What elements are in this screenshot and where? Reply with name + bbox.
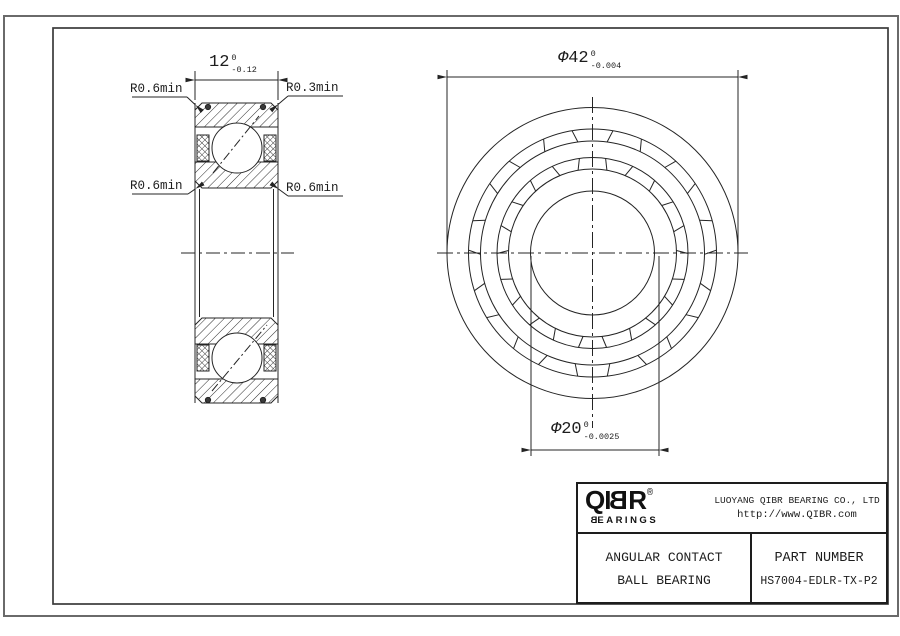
radius-label-top-right: R0.3min [286, 81, 339, 95]
part-number-label: PART NUMBER [774, 550, 864, 566]
bore-tol-upper: 0 [583, 420, 589, 430]
registered-trademark-icon: ® [647, 488, 654, 499]
bore-number: 20 [561, 420, 582, 439]
product-description [578, 534, 752, 604]
od-tolerance [591, 50, 622, 70]
company-website: http://www.QIBR.com [737, 509, 857, 521]
od-tol-upper: 0 [590, 49, 596, 59]
outer-diameter-dimension [558, 50, 621, 70]
section-view [181, 103, 294, 403]
width-value: 12 [209, 53, 230, 72]
logo-text: QIBR [585, 485, 647, 515]
bore-phi-symbol: Φ [551, 420, 562, 439]
part-number-cell [752, 534, 886, 604]
width-tol-lower: -0.12 [231, 64, 257, 75]
od-value [558, 50, 589, 67]
title-block-header-row [578, 484, 886, 534]
radius-label-mid-left: R0.6min [130, 179, 183, 193]
front-view [437, 97, 748, 428]
bore-value [551, 421, 582, 438]
bore-tol-lower: -0.0025 [583, 431, 620, 442]
width-dimension [209, 54, 257, 74]
title-block [576, 482, 888, 604]
width-tol-upper: 0 [231, 53, 237, 63]
od-number: 42 [568, 49, 589, 68]
company-logo [578, 484, 708, 532]
title-block-bottom-row [578, 534, 886, 604]
bore-diameter-dimension [551, 421, 619, 441]
width-tolerance [231, 54, 257, 74]
logo-subtext: BEARINGS [588, 515, 659, 526]
radius-label-mid-right: R0.6min [286, 181, 339, 195]
product-line2: BALL BEARING [617, 573, 711, 588]
od-phi-symbol: Φ [558, 49, 569, 68]
product-line1: ANGULAR CONTACT [605, 550, 723, 565]
company-name: LUOYANG QIBR BEARING CO., LTD [714, 495, 880, 506]
radius-label-top-left: R0.6min [130, 82, 183, 96]
od-tol-lower: -0.004 [590, 60, 622, 71]
company-info [708, 484, 886, 532]
part-number-value: HS7004-EDLR-TX-P2 [760, 574, 878, 588]
bore-tolerance [584, 421, 620, 441]
